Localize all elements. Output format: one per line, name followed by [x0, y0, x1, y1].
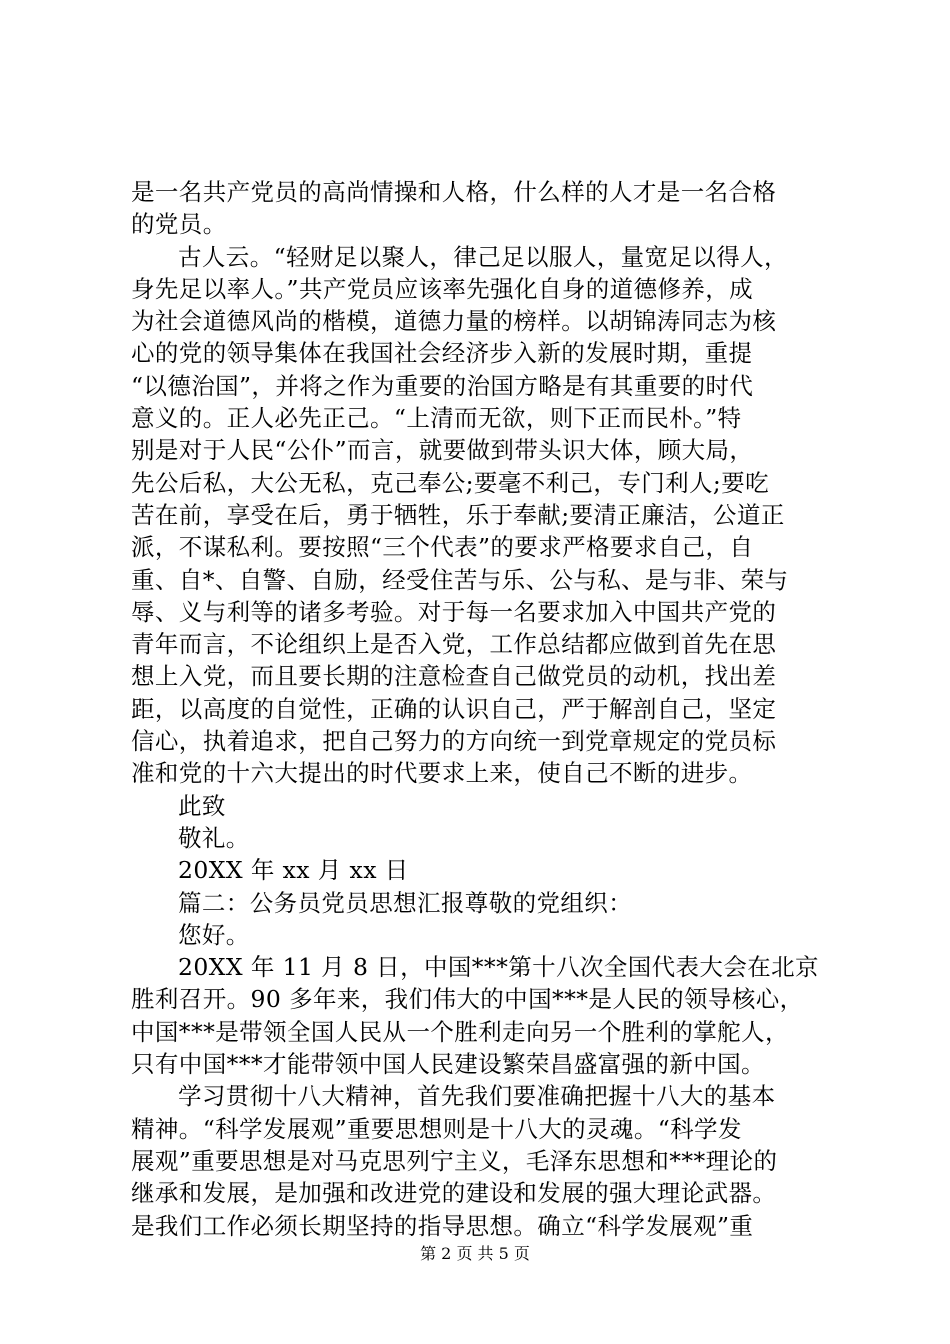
text-line: 辱、义与利等的诸多考验。对于每一名要求加入中国共产党的: [131, 597, 777, 626]
page-number-footer: 第 2 页 共 5 页: [420, 1244, 530, 1263]
text-line: 信心，执着追求，把自己努力的方向统一到党章规定的党员标: [131, 727, 777, 756]
text-line: 重、自*、自警、自励，经受住苦与乐、公与私、是与非、荣与: [131, 565, 789, 594]
closing-regards: 敬礼。: [178, 823, 250, 852]
text-line: 中国***是带领全国人民从一个胜利走向另一个胜利的掌舵人，: [131, 1017, 789, 1046]
text-line: 的党员。: [131, 210, 227, 239]
text-line: 精神。“科学发展观”重要思想则是十八大的灵魂。“科学发: [131, 1114, 742, 1143]
text-line: 意义的。正人必先正己。“上清而无欲，则下正而民朴。”特: [131, 404, 742, 433]
text-line: 派，不谋私利。要按照“三个代表”的要求严格要求自己，自: [131, 533, 754, 562]
section-heading: 篇二：公务员党员思想汇报尊敬的党组织：: [178, 888, 633, 917]
text-line: 是一名共产党员的高尚情操和人格，什么样的人才是一名合格: [131, 178, 777, 206]
paragraph-start-line: 20XX 年 11 月 8 日，中国***第十八次全国代表大会在北京: [178, 953, 819, 982]
signature-date: 20XX 年 xx 月 xx 日: [178, 856, 409, 885]
text-line: 身先足以率人。”共产党员应该率先强化自身的道德修养，成: [131, 274, 754, 303]
text-line: 别是对于人民“公仆”而言，就要做到带头识大体，顾大局，: [131, 436, 754, 465]
text-line: 青年而言，不论组织上是否入党，工作总结都应做到首先在思: [131, 630, 777, 659]
paragraph-start-line: 古人云。“轻财足以聚人，律己足以服人，量宽足以得人，: [178, 242, 788, 271]
text-line: 是我们工作必须长期坚持的指导思想。确立“科学发展观”重: [131, 1211, 754, 1240]
text-line: 展观”重要思想是对马克思列宁主义，毛泽东思想和***理论的: [131, 1146, 778, 1175]
paragraph-start-line: 学习贯彻十八大精神，首先我们要准确把握十八大的基本: [178, 1082, 776, 1111]
text-line: “以德治国”，并将之作为重要的治国方略是有其重要的时代: [131, 371, 754, 400]
text-line: 为社会道德风尚的楷模，道德力量的榜样。以胡锦涛同志为核: [131, 307, 777, 336]
closing-salutation: 此致: [178, 791, 226, 820]
text-line: 距，以高度的自觉性，正确的认识自己，严于解剖自己，坚定: [131, 694, 777, 723]
text-line: 想上入党，而且要长期的注意检查自己做党员的动机，找出差: [131, 662, 777, 691]
text-line: 只有中国***才能带领中国人民建设繁荣昌盛富强的新中国。: [131, 1050, 765, 1079]
greeting: 您好。: [178, 920, 250, 949]
document-body: [131, 176, 831, 1242]
text-line: 准和党的十六大提出的时代要求上来，使自己不断的进步。: [131, 759, 753, 788]
text-line: 心的党的领导集体在我国社会经济步入新的发展时期，重提: [131, 339, 753, 368]
text-line: 继承和发展，是加强和改进党的建设和发展的强大理论武器。: [131, 1179, 777, 1208]
text-line: 先公后私，大公无私，克己奉公;要毫不利己，专门利人;要吃: [131, 468, 770, 497]
text-line: 苦在前，享受在后，勇于牺牲，乐于奉献;要清正廉洁，公道正: [131, 500, 785, 529]
text-line: 胜利召开。90 多年来，我们伟大的中国***是人民的领导核心，: [131, 985, 804, 1014]
